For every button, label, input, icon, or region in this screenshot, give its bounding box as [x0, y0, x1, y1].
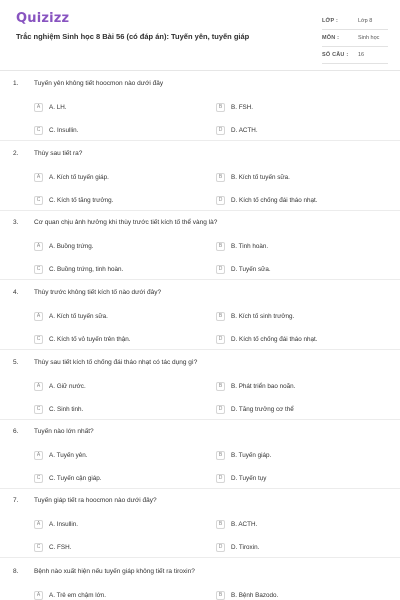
- meta-label: SỐ CÂU :: [322, 52, 349, 58]
- option-text: B. Bệnh Bazodo.: [231, 591, 279, 599]
- option-text: C. Buồng trứng, tinh hoàn.: [49, 265, 124, 273]
- meta-label: MÔN :: [322, 35, 340, 41]
- answer-option-a[interactable]: [34, 590, 106, 600]
- answer-option-b[interactable]: [216, 102, 253, 112]
- answer-option-d[interactable]: [216, 264, 271, 274]
- answer-option-d[interactable]: [216, 195, 317, 205]
- option-text: C. FSH.: [49, 543, 72, 551]
- option-key-box: A: [34, 103, 43, 112]
- meta-row-grade: [322, 13, 388, 30]
- option-text: B. Tuyến giáp.: [231, 451, 272, 459]
- option-text: A. Kích tố tuyến sữa.: [49, 312, 108, 320]
- answer-option-c[interactable]: [34, 125, 78, 135]
- option-key-box: C: [34, 126, 43, 135]
- answer-option-b[interactable]: [216, 172, 290, 182]
- question-text: Cơ quan chịu ảnh hưởng khi thùy trước tiết kích tố thể vàng là?: [34, 219, 218, 226]
- answer-option-d[interactable]: [216, 334, 317, 344]
- answer-option-a[interactable]: [34, 519, 78, 529]
- question-number: 3.: [13, 219, 19, 226]
- answer-option-c[interactable]: [34, 195, 113, 205]
- answer-option-b[interactable]: [216, 590, 278, 600]
- meta-value: Sinh học: [358, 35, 380, 41]
- option-text: B. ACTH.: [231, 520, 258, 528]
- option-key-box: A: [34, 173, 43, 182]
- header-divider: [0, 70, 400, 71]
- question-number: 6.: [13, 428, 19, 435]
- option-text: A. Giữ nước.: [49, 382, 86, 390]
- question-text: Bệnh nào xuất hiện nếu tuyến giáp không tiết ra tiroxin?: [34, 568, 195, 575]
- question-divider: [0, 210, 400, 211]
- answer-option-d[interactable]: [216, 542, 259, 552]
- option-key-box: B: [216, 173, 225, 182]
- answer-option-a[interactable]: [34, 241, 93, 251]
- option-text: C. Tuyến cận giáp.: [49, 474, 102, 482]
- meta-table: [322, 13, 388, 64]
- answer-option-c[interactable]: [34, 404, 83, 414]
- question-number: 2.: [13, 150, 19, 157]
- question-text: Thùy sau tiết kích tố chống đái tháo nhạt có tác dụng gì?: [34, 359, 198, 366]
- answer-option-a[interactable]: [34, 102, 67, 112]
- question-divider: [0, 349, 400, 350]
- question-number: 8.: [13, 568, 19, 575]
- option-key-box: D: [216, 474, 225, 483]
- option-key-box: D: [216, 405, 225, 414]
- option-key-box: C: [34, 543, 43, 552]
- question-text: Thùy sau tiết ra?: [34, 150, 83, 157]
- answer-option-c[interactable]: [34, 473, 102, 483]
- option-key-box: D: [216, 543, 225, 552]
- option-text: C. Sinh tinh.: [49, 405, 84, 413]
- answer-option-b[interactable]: [216, 311, 294, 321]
- option-text: B. Phát triển bao noãn.: [231, 382, 296, 390]
- option-key-box: D: [216, 335, 225, 344]
- question-divider: [0, 279, 400, 280]
- question-divider: [0, 488, 400, 489]
- answer-option-b[interactable]: [216, 450, 271, 460]
- option-key-box: C: [34, 405, 43, 414]
- meta-value: Lớp 8: [358, 18, 373, 24]
- option-key-box: B: [216, 520, 225, 529]
- quizizz-logo: Quizizz: [16, 11, 70, 26]
- question-number: 5.: [13, 359, 19, 366]
- option-key-box: B: [216, 382, 225, 391]
- option-text: A. LH.: [49, 103, 67, 111]
- answer-option-b[interactable]: [216, 519, 257, 529]
- answer-option-d[interactable]: [216, 473, 266, 483]
- option-text: B. Tinh hoàn.: [231, 242, 269, 250]
- option-key-box: C: [34, 265, 43, 274]
- option-key-box: D: [216, 196, 225, 205]
- option-text: A. Trẻ em chậm lớn.: [49, 591, 106, 599]
- option-text: B. FSH.: [231, 103, 254, 111]
- answer-option-a[interactable]: [34, 381, 86, 391]
- question-number: 7.: [13, 497, 19, 504]
- option-text: A. Kích tố tuyến giáp.: [49, 173, 109, 181]
- answer-option-a[interactable]: [34, 311, 108, 321]
- question-text: Tuyến nào lớn nhất?: [34, 428, 94, 435]
- option-key-box: B: [216, 242, 225, 251]
- option-text: D. Tuyến tụy: [231, 474, 267, 482]
- option-key-box: C: [34, 196, 43, 205]
- question-divider: [0, 140, 400, 141]
- question-text: Thùy trước không tiết kích tố nào dưới đây?: [34, 289, 162, 296]
- option-text: B. Kích tố tuyến sữa.: [231, 173, 290, 181]
- worksheet-title: Trắc nghiệm Sinh học 8 Bài 56 (có đáp án): Tuyến yên, tuyến giáp: [16, 32, 250, 41]
- answer-option-d[interactable]: [216, 404, 294, 414]
- option-key-box: B: [216, 312, 225, 321]
- worksheet-header: [0, 0, 400, 66]
- option-key-box: A: [34, 312, 43, 321]
- answer-option-c[interactable]: [34, 542, 71, 552]
- answer-option-c[interactable]: [34, 334, 131, 344]
- question-text: Tuyến giáp tiết ra hoocmon nào dưới đây?: [34, 497, 157, 504]
- option-text: C. Insullin.: [49, 126, 79, 134]
- question-divider: [0, 419, 400, 420]
- option-key-box: A: [34, 382, 43, 391]
- question-text: Tuyến yên không tiết hoocmon nào dưới đây: [34, 80, 164, 87]
- answer-option-a[interactable]: [34, 172, 109, 182]
- option-key-box: A: [34, 242, 43, 251]
- option-key-box: B: [216, 591, 225, 600]
- answer-option-c[interactable]: [34, 264, 123, 274]
- option-text: D. Tiroxin.: [231, 543, 260, 551]
- option-text: A. Buồng trứng.: [49, 242, 94, 250]
- answer-option-a[interactable]: [34, 450, 88, 460]
- option-text: C. Kích tố tăng trưởng.: [49, 196, 114, 204]
- meta-label: LỚP :: [322, 18, 338, 24]
- question-number: 1.: [13, 80, 19, 87]
- option-text: D. Kích tố chống đái tháo nhạt.: [231, 196, 318, 204]
- question-number: 4.: [13, 289, 19, 296]
- answer-option-b[interactable]: [216, 381, 295, 391]
- answer-option-d[interactable]: [216, 125, 258, 135]
- option-key-box: D: [216, 265, 225, 274]
- meta-row-subject: [322, 30, 388, 47]
- question-divider: [0, 557, 400, 558]
- option-text: C. Kích tố vỏ tuyến trên thận.: [49, 335, 131, 343]
- option-key-box: B: [216, 103, 225, 112]
- option-text: B. Kích tố sinh trưởng.: [231, 312, 295, 320]
- meta-value: 16: [358, 52, 365, 58]
- answer-option-b[interactable]: [216, 241, 268, 251]
- option-text: D. Tăng trưởng cơ thể: [231, 405, 294, 413]
- option-text: A. Insullin.: [49, 520, 79, 528]
- option-key-box: C: [34, 474, 43, 483]
- option-key-box: D: [216, 126, 225, 135]
- option-text: A. Tuyến yên.: [49, 451, 88, 459]
- option-text: D. Tuyến sữa.: [231, 265, 271, 273]
- option-key-box: C: [34, 335, 43, 344]
- option-text: D. ACTH.: [231, 126, 258, 134]
- option-key-box: A: [34, 591, 43, 600]
- meta-row-question-count: [322, 47, 388, 64]
- option-text: D. Kích tố chống đái tháo nhạt.: [231, 335, 318, 343]
- option-key-box: B: [216, 451, 225, 460]
- option-key-box: A: [34, 451, 43, 460]
- option-key-box: A: [34, 520, 43, 529]
